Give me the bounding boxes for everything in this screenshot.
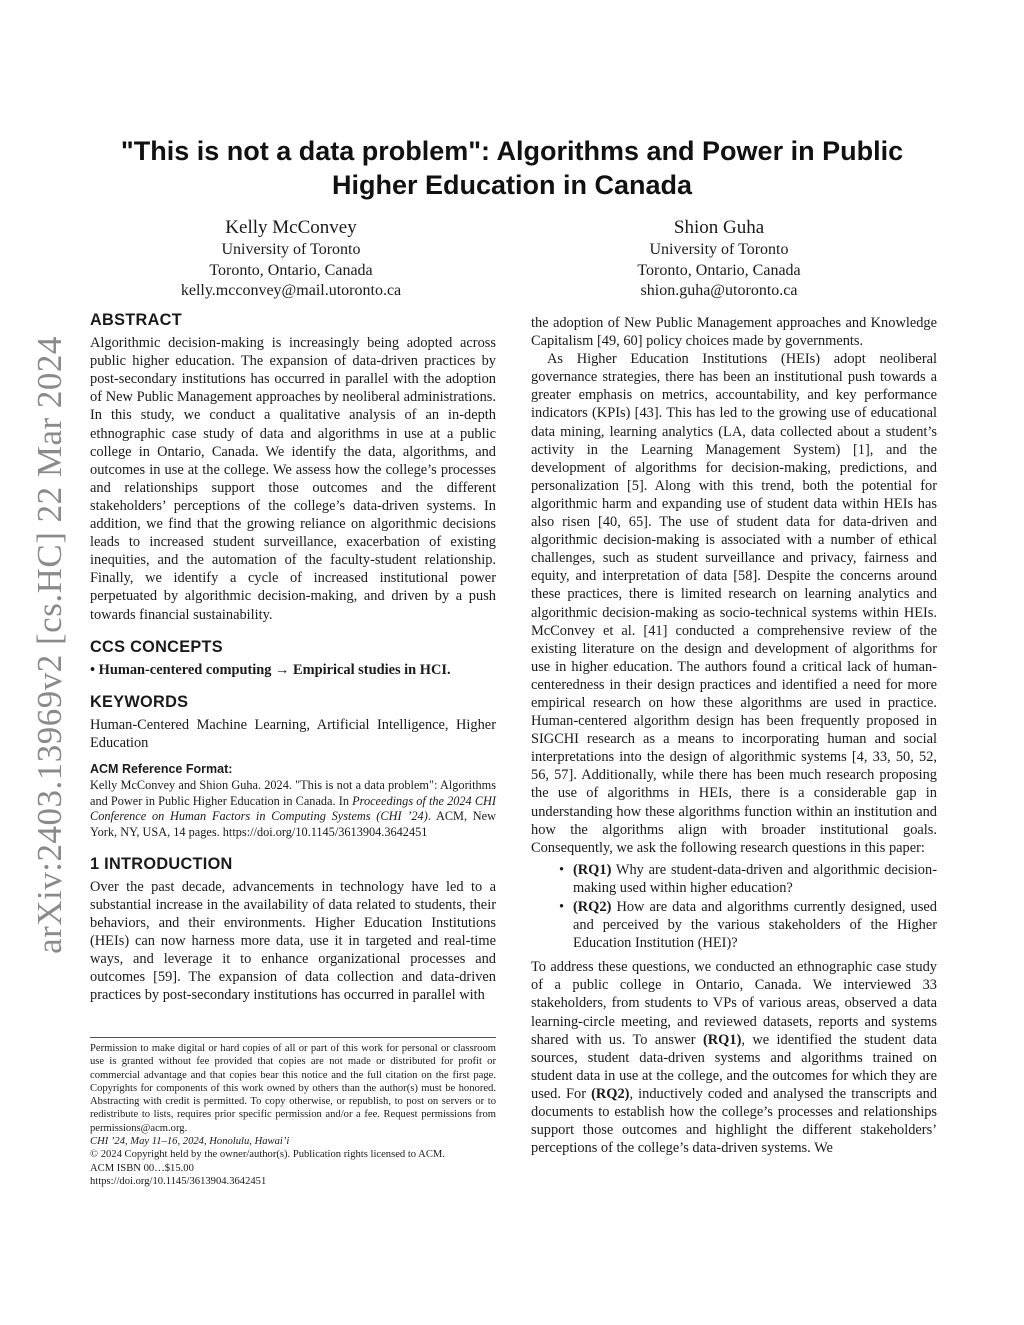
methods-rq1-ref: (RQ1)	[703, 1031, 742, 1048]
intro-continued-paragraph: the adoption of New Public Management approaches and Knowledge Capitalism [49, 60] policy choices made by governments.	[531, 315, 937, 350]
left-column	[90, 311, 496, 1004]
author-block-2	[554, 216, 884, 302]
methods-text-c: , inductively coded and analysed the transcripts and documents to establish how the college’s processes and relationships support those outcomes and highlight the different stakeholders’ perceptions of the college’s data-driven systems. We	[531, 1085, 937, 1157]
intro-paragraph-2: As Higher Education Institutions (HEIs) adopt neoliberal governance strategies, there has been an institutional push towards a greater emphasis on metrics, accountability, and key performance indicators (KPIs) [43]. This has led to the growing use of educational data mining, learning analytics (LA, data collected about a student’s activity in the Learning Management System) [1], and the development of algorithms for decision-making, predictions, and personalization [5]. Along with this trend, both the potential for algorithmic harm and expanding use of student data within HEIs has also risen [40, 65]. The use of student data for data-driven and algorithmic decision-making is associated with a number of ethical challenges, such as student surveillance and privacy, fairness and equity, and interpretation of data [58]. Despite the concerns around these practices, there is limited research on learning analytics and algorithmic decision-making as socio-technical systems within HEIs. McConvey et al. [41] conducted a comprehensive review of the existing literature on the design and development of algorithms for use in higher education. The authors found a critical lack of human-centeredness in their design practices and identified a need for more empirical research on how these algorithms are used in practice. Human-centered algorithm design has been frequently proposed in SIGCHI research as a means to incorporating human and social interpretations into the design of algorithmic systems [4, 33, 50, 52, 56, 57]. Additionally, while there has been much research proposing the use of algorithms in HEIs, there is a considerable gap in understanding how these algorithms function within an institution and how the algorithms align with broader institutional goals. Consequently, we ask the following research questions in this paper:	[531, 351, 937, 856]
author-affiliation: University of Toronto	[649, 241, 789, 258]
doi-link[interactable]: https://doi.org/10.1145/3613904.3642451	[90, 1175, 267, 1187]
acm-reference-part2: . ACM, New York, NY, USA, 14 pages. https://doi.org/10.1145/3613904.3642451	[90, 809, 496, 839]
conference-info: CHI ’24, May 11–16, 2024, Honolulu, Hawai’i	[90, 1136, 290, 1148]
acm-reference-venue: Proceedings of the 2024 CHI Conference on Human Factors in Computing Systems (CHI ’24)	[90, 793, 497, 824]
introduction-heading: 1 INTRODUCTION	[90, 854, 233, 873]
author-name: Kelly McConvey	[225, 217, 357, 238]
permissions-text: Permission to make digital or hard copies of all or part of this work for personal or classroom use is granted without fee provided that copies are not made or distributed for profit or commercial advantage and that copies bear this notice and the full citation on the first page. Copyrights for components of this work owned by others than the author(s) must be honored. Abstracting with credit is permitted. To copy otherwise, or republish, to post on servers or to redistribute to lists, requires prior specific permission and/or a fee. Request permissions from permissions@acm.org.	[90, 1043, 496, 1134]
keywords-heading: KEYWORDS	[90, 692, 189, 711]
rq2-label: (RQ2)	[573, 899, 612, 915]
author-affiliation: University of Toronto	[221, 241, 361, 258]
acm-reference-heading: ACM Reference Format:	[90, 762, 233, 777]
methods-rq2-ref: (RQ2)	[591, 1085, 630, 1102]
bullet-icon: •	[559, 861, 565, 878]
author-email: kelly.mcconvey@mail.utoronto.ca	[180, 282, 402, 299]
abstract-heading: ABSTRACT	[90, 311, 182, 329]
methods-summary-paragraph	[531, 958, 937, 1157]
author-email: shion.guha@utoronto.ca	[640, 282, 798, 299]
permissions-footnote	[90, 1037, 496, 1188]
methods-text-a: To address these questions, we conducted an ethnographic case study of a public college in Ontario, Canada. We interviewed 33 stakeholders, from students to VPs of various areas, observed a data learning-circle meeting, and reviewed datasets, reports and systems shared with us. To answer	[531, 959, 937, 1048]
acm-reference-part1: Kelly McConvey and Shion Guha. 2024. "This is not a data problem": Algorithms and Power in Public Higher Education in Canada. In	[90, 778, 496, 808]
paper-title: "This is not a data problem": Algorithms and Power in Public Higher Education in Canada	[120, 136, 904, 200]
research-questions-list	[531, 861, 937, 952]
research-question-1	[531, 861, 937, 897]
ccs-text: • Human-centered computing → Empirical studies in HCI.	[90, 661, 451, 678]
bullet-icon: •	[559, 899, 565, 915]
arxiv-sidebar	[30, 336, 69, 954]
author-block-1	[126, 216, 456, 302]
copyright-notice: © 2024 Copyright held by the owner/author(s). Publication rights licensed to ACM.	[90, 1149, 445, 1161]
introduction-paragraph: Over the past decade, advancements in technology have led to a substantial increase in the availability of data related to students, their behaviors, and their environments. Higher Education Institutions (HEIs) can now harness more data, use it in targeted and real-time ways, and leverage it to enhance organizational processes and outcomes [59]. The expansion of data collection and data-driven practices by post-secondary institutions has occurred in parallel with	[90, 878, 496, 1004]
keywords-text: Human-Centered Machine Learning, Artificial Intelligence, Higher Education	[90, 716, 496, 751]
abstract-text: Algorithmic decision-making is increasingly being adopted across public higher education. The expansion of data-driven practices by post-secondary institutions has occurred in parallel with the adoption of New Public Management approaches by neoliberal administrations. In this study, we conduct a qualitative analysis of an in-depth ethnographic case study of data and algorithms in use at a public college in Ontario, Canada. We identify the data, algorithms, and outcomes in use at the college. We assess how the college’s processes and relationships support those outcomes and the different stakeholders’ perceptions of the college’s data-driven systems. In addition, we find that the growing reliance on algorithmic decisions leads to increased student surveillance, exacerbation of existing inequities, and the automation of the faculty-student relationship. Finally, we identify a cycle of increased institutional power perpetuated by algorithmic decision-making, and driven by a push towards financial sustainability.	[90, 335, 496, 623]
research-question-2	[531, 898, 937, 952]
rq2-text: How are data and algorithms currently designed, used and perceived by the various stakeholders of the Higher Education Institution (HEI)?	[573, 899, 937, 952]
methods-text-b: , we identified the student data sources, student data-driven systems and algorithms trained on student data in use at the college, and the outcomes for which they are used. For	[531, 1031, 937, 1102]
rq1-label: (RQ1)	[573, 861, 612, 878]
author-location: Toronto, Ontario, Canada	[637, 261, 801, 279]
right-column	[531, 314, 937, 1157]
acm-reference-text	[90, 778, 496, 840]
ccs-heading: CCS CONCEPTS	[90, 637, 223, 656]
arxiv-identifier: arXiv:2403.13969v2 [cs.HC] 22 Mar 2024	[30, 336, 69, 954]
author-name: Shion Guha	[673, 217, 765, 238]
author-location: Toronto, Ontario, Canada	[209, 261, 373, 279]
rq1-text: Why are student-data-driven and algorithmic decision-making used within higher education?	[573, 861, 937, 896]
isbn: ACM ISBN 00…$15.00	[90, 1162, 194, 1174]
